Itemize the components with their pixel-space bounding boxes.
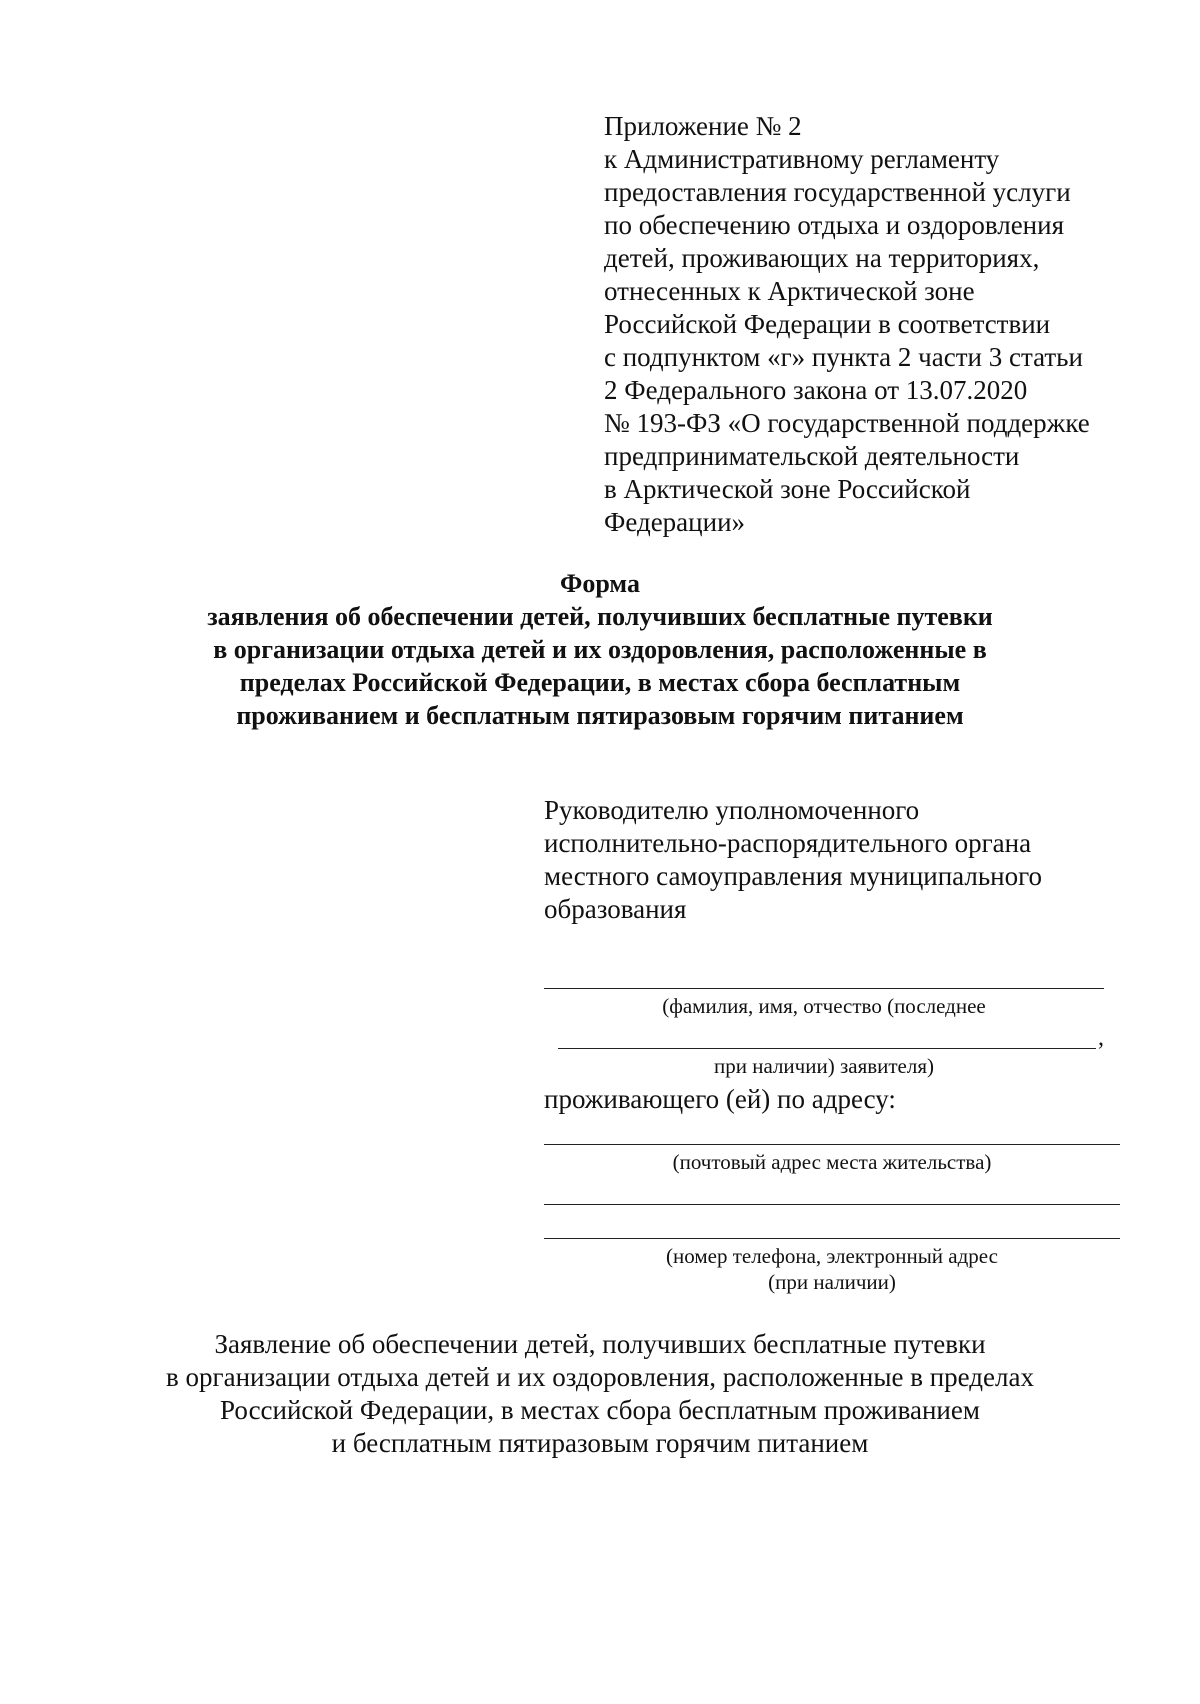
caption-contact-1: (номер телефона, электронный адрес bbox=[666, 1244, 998, 1268]
appendix-line: к Административному регламенту bbox=[604, 144, 1000, 174]
form-title-line: проживанием и бесплатным пятиразовым горячим питанием bbox=[236, 701, 964, 730]
form-title-line: в организации отдыха детей и их оздоровления, расположенные в bbox=[213, 635, 987, 664]
appendix-line: № 193-ФЗ «О государственной поддержке bbox=[604, 408, 1090, 438]
form-title bbox=[120, 567, 1080, 732]
appendix-line: с подпунктом «г» пункта 2 части 3 статьи bbox=[604, 342, 1083, 372]
statement-title bbox=[100, 1328, 1100, 1460]
appendix-line: детей, проживающих на территориях, bbox=[604, 243, 1040, 273]
appendix-line: предпринимательской деятельности bbox=[604, 441, 1020, 471]
caption-address: (почтовый адрес места жительства) bbox=[672, 1150, 992, 1174]
applicant-name-line-2[interactable] bbox=[558, 1048, 1096, 1049]
statement-title-line: и бесплатным пятиразовым горячим питанием bbox=[331, 1428, 869, 1458]
appendix-line: отнесенных к Арктической зоне bbox=[604, 276, 975, 306]
addressee-line: Руководителю уполномоченного bbox=[544, 795, 920, 825]
form-title-line: Форма bbox=[560, 569, 640, 598]
form-title-line: заявления об обеспечении детей, получивших бесплатные путевки bbox=[207, 602, 993, 631]
addressee-line: местного самоуправления муниципального bbox=[544, 861, 1043, 891]
statement-title-line: Заявление об обеспечении детей, получивших бесплатные путевки bbox=[214, 1329, 986, 1359]
appendix-line: Приложение № 2 bbox=[604, 111, 802, 141]
appendix-line: 2 Федерального закона от 13.07.2020 bbox=[604, 375, 1028, 405]
comma-mark: , bbox=[1098, 1025, 1104, 1051]
appendix-header bbox=[604, 110, 1164, 539]
addressee-line: образования bbox=[544, 894, 687, 924]
appendix-line: предоставления государственной услуги bbox=[604, 177, 1071, 207]
address-line[interactable] bbox=[544, 1144, 1120, 1145]
caption-contact-2: (при наличии) bbox=[768, 1270, 896, 1294]
applicant-name-line-1[interactable] bbox=[544, 988, 1104, 989]
form-title-line: пределах Российской Федерации, в местах сбора бесплатным bbox=[239, 668, 961, 697]
contact-line-1[interactable] bbox=[544, 1204, 1120, 1205]
appendix-line: Российской Федерации в соответствии bbox=[604, 309, 1051, 339]
contact-line-2[interactable] bbox=[544, 1238, 1120, 1239]
address-label: проживающего (ей) по адресу: bbox=[544, 1084, 896, 1114]
caption-applicant-name-2: при наличии) заявителя) bbox=[713, 1054, 935, 1078]
addressee-block bbox=[544, 794, 1144, 926]
statement-title-line: Российской Федерации, в местах сбора бесплатным проживанием bbox=[220, 1395, 980, 1425]
appendix-line: по обеспечению отдыха и оздоровления bbox=[604, 210, 1064, 240]
caption-applicant-name-1: (фамилия, имя, отчество (последнее bbox=[662, 994, 986, 1018]
addressee-line: исполнительно-распорядительного органа bbox=[544, 828, 1032, 858]
statement-title-line: в организации отдыха детей и их оздоровления, расположенные в пределах bbox=[166, 1362, 1034, 1392]
appendix-line: в Арктической зоне Российской bbox=[604, 474, 971, 504]
appendix-line: Федерации» bbox=[604, 507, 746, 537]
